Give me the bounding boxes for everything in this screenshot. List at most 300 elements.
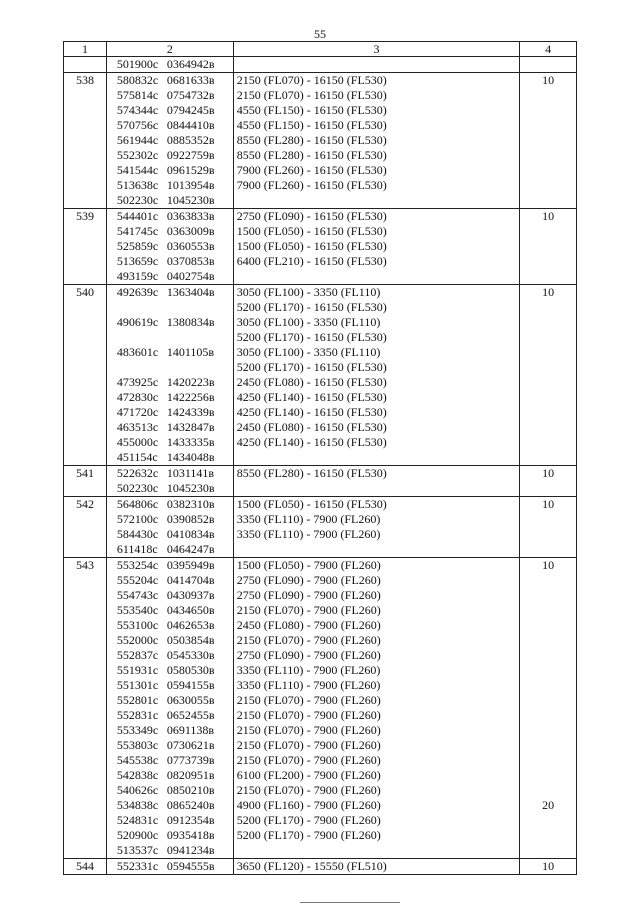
coordinate-line (117, 843, 233, 858)
count-line (520, 315, 576, 330)
coordinate-line (117, 558, 233, 573)
latitude-value: 490619с (116, 315, 159, 329)
longitude-value: 0464247в (166, 542, 215, 556)
count-cell (520, 285, 577, 466)
longitude-value: 1432847в (166, 420, 215, 434)
header-col-4: 4 (520, 42, 577, 57)
count-line (520, 118, 576, 133)
altitude-range-line: 7900 (FL260) - 16150 (FL530) (236, 178, 387, 192)
coordinate-line (117, 163, 233, 178)
altitude-range-line: 7900 (FL260) - 16150 (FL530) (236, 163, 387, 177)
coordinate-line (117, 663, 233, 678)
longitude-value: 0885352в (166, 133, 215, 147)
row-number (64, 57, 107, 73)
count-line: 10 (542, 73, 555, 87)
coordinate-line (117, 798, 233, 813)
latitude-value: 554743с (116, 588, 159, 602)
altitude-range-line: 6100 (FL200) - 7900 (FL260) (236, 768, 381, 782)
latitude-value: 552000с (116, 633, 159, 647)
longitude-value: 0434650в (166, 603, 215, 617)
altitude-range-cell (233, 558, 519, 859)
coordinate-line (117, 497, 233, 512)
count-cell (520, 859, 577, 875)
longitude-value: 1031141в (166, 466, 215, 480)
latitude-value: 574344с (116, 103, 159, 117)
count-line (520, 88, 576, 103)
count-line: 10 (542, 285, 555, 299)
count-line (520, 512, 576, 527)
coordinate-line (117, 708, 233, 723)
coordinate-line (117, 360, 233, 375)
coordinates-cell (106, 57, 233, 73)
longitude-value: 0794245в (166, 103, 215, 117)
coordinate-line (117, 315, 233, 330)
coordinate-line (117, 738, 233, 753)
longitude-value: 1045230в (166, 193, 215, 207)
row-number: 543 (64, 558, 107, 859)
longitude-value: 0961529в (166, 163, 215, 177)
altitude-range-line: 3650 (FL120) - 15550 (FL510) (236, 859, 387, 873)
latitude-value: 552831с (116, 708, 159, 722)
count-line: 10 (542, 466, 555, 480)
count-line: 20 (542, 798, 555, 812)
latitude-value: 553100с (116, 618, 159, 632)
altitude-range-line: 2150 (FL070) - 7900 (FL260) (236, 708, 381, 722)
count-line (520, 178, 576, 193)
count-line (520, 663, 576, 678)
coordinate-line (117, 859, 233, 874)
latitude-value: 551301с (116, 678, 159, 692)
latitude-value: 611418с (116, 542, 158, 556)
longitude-value: 0545330в (166, 648, 215, 662)
altitude-range-line: 2150 (FL070) - 16150 (FL530) (236, 88, 387, 102)
longitude-value: 0395949в (166, 558, 215, 572)
count-line (520, 783, 576, 798)
altitude-range-line: 4250 (FL140) - 16150 (FL530) (236, 405, 387, 419)
table-row (64, 73, 577, 209)
altitude-range-line: 5200 (FL170) - 16150 (FL530) (236, 300, 387, 314)
row-number: 539 (64, 209, 107, 285)
altitude-range-line: 3350 (FL110) - 7900 (FL260) (236, 678, 381, 692)
count-line (520, 269, 576, 284)
count-line: 10 (542, 497, 555, 511)
coordinate-line (117, 753, 233, 768)
longitude-value: 0773739в (166, 753, 215, 767)
longitude-value: 0865240в (166, 798, 215, 812)
altitude-range-cell (233, 285, 519, 466)
latitude-value: 570756с (116, 118, 159, 132)
coordinate-line (117, 118, 233, 133)
count-line (520, 828, 576, 843)
coordinates-cell (106, 285, 233, 466)
latitude-value: 552801с (116, 693, 159, 707)
longitude-value: 0503854в (166, 633, 215, 647)
count-line (520, 723, 576, 738)
altitude-range-line: 2750 (FL090) - 16150 (FL530) (236, 209, 387, 223)
altitude-range-line (237, 269, 519, 284)
page-number: 55 (314, 27, 326, 41)
altitude-range-line: 2750 (FL090) - 7900 (FL260) (236, 573, 381, 587)
count-cell (520, 466, 577, 497)
longitude-value: 0652455в (166, 708, 215, 722)
count-line (520, 360, 576, 375)
coordinate-line (117, 588, 233, 603)
altitude-range-line: 4550 (FL150) - 16150 (FL530) (236, 118, 387, 132)
latitude-value: 471720с (116, 405, 159, 419)
latitude-value: 513537с (116, 843, 159, 857)
count-line (520, 678, 576, 693)
coordinate-line (117, 300, 233, 315)
count-line (520, 753, 576, 768)
coordinate-line (117, 224, 233, 239)
altitude-range-line: 3050 (FL100) - 3350 (FL110) (236, 285, 381, 299)
longitude-value: 0462653в (166, 618, 215, 632)
table-row (64, 558, 577, 859)
latitude-value: 545538с (116, 753, 159, 767)
latitude-value: 501900с (116, 57, 159, 71)
table-header-row (64, 42, 577, 57)
latitude-value: 544401с (116, 209, 159, 223)
latitude-value: 542838с (116, 768, 159, 782)
page-footer-divider (300, 902, 400, 903)
altitude-range-line: 2450 (FL080) - 16150 (FL530) (236, 420, 387, 434)
coordinate-line (117, 330, 233, 345)
longitude-value: 0402754в (166, 269, 215, 283)
latitude-value: 492639с (116, 285, 159, 299)
count-line (520, 768, 576, 783)
coordinate-line (117, 603, 233, 618)
count-line (520, 708, 576, 723)
count-line (520, 405, 576, 420)
count-line (520, 133, 576, 148)
altitude-range-line: 3350 (FL110) - 7900 (FL260) (236, 512, 381, 526)
coordinates-cell (106, 558, 233, 859)
altitude-range-cell (233, 497, 519, 558)
altitude-range-line: 8550 (FL280) - 16150 (FL530) (236, 133, 387, 147)
coordinate-line (117, 618, 233, 633)
latitude-value: 580832с (116, 73, 159, 87)
altitude-range-line (237, 843, 519, 858)
latitude-value: 473925с (116, 375, 159, 389)
altitude-range-line (237, 57, 519, 72)
coordinate-line (117, 633, 233, 648)
count-line (520, 450, 576, 465)
coordinate-line (117, 178, 233, 193)
longitude-value: 0410834в (166, 527, 215, 541)
altitude-range-line: 2150 (FL070) - 7900 (FL260) (236, 723, 381, 737)
count-line (520, 542, 576, 557)
coordinate-line (117, 693, 233, 708)
count-line (520, 254, 576, 269)
longitude-value: 0430937в (166, 588, 215, 602)
longitude-value: 1420223в (166, 375, 215, 389)
coordinate-line (117, 828, 233, 843)
coordinate-line (117, 527, 233, 542)
header-col-3: 3 (233, 42, 519, 57)
coordinate-line (117, 133, 233, 148)
coordinates-cell (106, 859, 233, 875)
latitude-value: 502230с (116, 481, 159, 495)
altitude-range-line: 4250 (FL140) - 16150 (FL530) (236, 435, 387, 449)
latitude-value: 451154с (116, 450, 158, 464)
longitude-value: 0364942в (166, 57, 215, 71)
latitude-value: 564806с (116, 497, 159, 511)
row-number: 540 (64, 285, 107, 466)
coordinate-line (117, 345, 233, 360)
coordinate-line (117, 466, 233, 481)
latitude-value: 525859с (116, 239, 159, 253)
altitude-range-line: 1500 (FL050) - 7900 (FL260) (236, 558, 381, 572)
longitude-value: 0594155в (166, 678, 215, 692)
longitude-value: 0414704в (166, 573, 215, 587)
count-line (520, 148, 576, 163)
longitude-value: 0370853в (166, 254, 215, 268)
header-col-2: 2 (106, 42, 233, 57)
altitude-range-line (237, 481, 519, 496)
coordinate-line (117, 405, 233, 420)
count-line (520, 588, 576, 603)
altitude-range-line (237, 450, 519, 465)
altitude-range-line: 2150 (FL070) - 7900 (FL260) (236, 783, 381, 797)
longitude-value: 1013954в (166, 178, 215, 192)
table-row (64, 497, 577, 558)
count-line (520, 648, 576, 663)
coordinate-line (117, 450, 233, 465)
longitude-value: 0630055в (166, 693, 215, 707)
coordinates-cell (106, 73, 233, 209)
coordinate-line (117, 481, 233, 496)
altitude-range-line: 1500 (FL050) - 16150 (FL530) (236, 239, 387, 253)
coordinate-line (117, 103, 233, 118)
coordinate-line (117, 57, 233, 72)
coordinate-line (117, 512, 233, 527)
altitude-range-line (237, 542, 519, 557)
coordinate-line (117, 375, 233, 390)
latitude-value: 553540с (116, 603, 159, 617)
table-row (64, 466, 577, 497)
count-line (520, 390, 576, 405)
latitude-value: 455000с (116, 435, 159, 449)
altitude-range-cell (233, 859, 519, 875)
altitude-range-cell (233, 57, 519, 73)
altitude-range-line: 3050 (FL100) - 3350 (FL110) (236, 315, 381, 329)
coordinate-line (117, 678, 233, 693)
longitude-value: 1363404в (166, 285, 215, 299)
count-cell (520, 497, 577, 558)
count-cell (520, 57, 577, 73)
altitude-range-line: 1500 (FL050) - 16150 (FL530) (236, 224, 387, 238)
count-line: 10 (542, 558, 555, 572)
latitude-value: 553803с (116, 738, 159, 752)
altitude-range-cell (233, 466, 519, 497)
count-line (520, 57, 576, 72)
altitude-range-line: 1500 (FL050) - 16150 (FL530) (236, 497, 387, 511)
count-line (520, 573, 576, 588)
table-body (64, 57, 577, 875)
coordinate-line (117, 390, 233, 405)
longitude-value: 0820951в (166, 768, 215, 782)
coordinate-line (117, 813, 233, 828)
longitude-value: 0382310в (166, 497, 215, 511)
latitude-value: 561944с (116, 133, 159, 147)
altitude-range-line: 2750 (FL090) - 7900 (FL260) (236, 588, 381, 602)
latitude-value: 513659с (116, 254, 159, 268)
altitude-range-line: 3350 (FL110) - 7900 (FL260) (236, 663, 381, 677)
count-cell (520, 209, 577, 285)
latitude-value: 472830с (116, 390, 159, 404)
latitude-value: 520900с (116, 828, 159, 842)
count-line (520, 618, 576, 633)
table-row (64, 859, 577, 875)
longitude-value: 0580530в (166, 663, 215, 677)
altitude-range-line: 2150 (FL070) - 7900 (FL260) (236, 633, 381, 647)
altitude-range-line: 4900 (FL160) - 7900 (FL260) (236, 798, 381, 812)
coordinate-line (117, 723, 233, 738)
latitude-value: 483601с (116, 345, 159, 359)
latitude-value: 502230с (116, 193, 159, 207)
count-line (520, 193, 576, 208)
altitude-range-line: 2750 (FL090) - 7900 (FL260) (236, 648, 381, 662)
table-row (64, 57, 577, 73)
count-line (520, 420, 576, 435)
count-line (520, 738, 576, 753)
count-cell (520, 558, 577, 859)
latitude-value: 541745с (116, 224, 159, 238)
longitude-value: 0681633в (166, 73, 215, 87)
latitude-value: 575814с (116, 88, 159, 102)
count-line (520, 330, 576, 345)
altitude-range-line: 4550 (FL150) - 16150 (FL530) (236, 103, 387, 117)
longitude-value: 0935418в (166, 828, 215, 842)
longitude-value: 0691138в (166, 723, 215, 737)
count-line (520, 163, 576, 178)
latitude-value: 493159с (116, 269, 159, 283)
altitude-range-line: 5200 (FL170) - 16150 (FL530) (236, 360, 387, 374)
longitude-value: 0730621в (166, 738, 215, 752)
coordinate-line (117, 269, 233, 284)
latitude-value: 584430с (116, 527, 159, 541)
altitude-range-line: 6400 (FL210) - 16150 (FL530) (236, 254, 387, 268)
airspace-table (63, 41, 577, 875)
longitude-value: 1401105в (166, 345, 215, 359)
coordinate-line (117, 148, 233, 163)
longitude-value: 0360553в (166, 239, 215, 253)
count-line (520, 103, 576, 118)
latitude-value: 552331с (116, 859, 159, 873)
latitude-value: 540626с (116, 783, 159, 797)
latitude-value: 534838с (116, 798, 159, 812)
altitude-range-line: 4250 (FL140) - 16150 (FL530) (236, 390, 387, 404)
coordinate-line (117, 73, 233, 88)
altitude-range-line: 3350 (FL110) - 7900 (FL260) (236, 527, 381, 541)
coordinate-line (117, 573, 233, 588)
altitude-range-line: 2150 (FL070) - 16150 (FL530) (236, 73, 387, 87)
row-number: 538 (64, 73, 107, 209)
latitude-value: 551931с (116, 663, 159, 677)
count-line (520, 633, 576, 648)
latitude-value: 572100с (116, 512, 159, 526)
latitude-value: 522632с (116, 466, 159, 480)
latitude-value: 541544с (116, 163, 159, 177)
count-line (520, 375, 576, 390)
count-line (520, 603, 576, 618)
count-line (520, 345, 576, 360)
count-line (520, 527, 576, 542)
coordinate-line (117, 209, 233, 224)
altitude-range-line: 2450 (FL080) - 16150 (FL530) (236, 375, 387, 389)
longitude-value: 1434048в (166, 450, 215, 464)
longitude-value: 0922759в (166, 148, 215, 162)
coordinates-cell (106, 497, 233, 558)
coordinate-line (117, 648, 233, 663)
latitude-value: 524831с (116, 813, 159, 827)
altitude-range-line (237, 193, 519, 208)
count-line (520, 481, 576, 496)
altitude-range-line: 2150 (FL070) - 7900 (FL260) (236, 603, 381, 617)
longitude-value: 0754732в (166, 88, 215, 102)
coordinate-line (117, 420, 233, 435)
coordinate-line (117, 254, 233, 269)
altitude-range-line: 8550 (FL280) - 16150 (FL530) (236, 148, 387, 162)
altitude-range-line: 8550 (FL280) - 16150 (FL530) (236, 466, 387, 480)
longitude-value: 1422256в (166, 390, 215, 404)
altitude-range-line: 5200 (FL170) - 16150 (FL530) (236, 330, 387, 344)
altitude-range-line: 2150 (FL070) - 7900 (FL260) (236, 693, 381, 707)
latitude-value: 513638с (116, 178, 159, 192)
coordinate-line (117, 88, 233, 103)
altitude-range-line: 2450 (FL080) - 7900 (FL260) (236, 618, 381, 632)
longitude-value: 0363833в (166, 209, 215, 223)
count-line (520, 693, 576, 708)
altitude-range-line: 5200 (FL170) - 7900 (FL260) (236, 813, 381, 827)
longitude-value: 0941234в (166, 843, 215, 857)
longitude-value: 1424339в (166, 405, 215, 419)
altitude-range-line: 2150 (FL070) - 7900 (FL260) (236, 738, 381, 752)
header-col-1: 1 (64, 42, 107, 57)
altitude-range-line: 5200 (FL170) - 7900 (FL260) (236, 828, 381, 842)
table-row (64, 285, 577, 466)
count-line (520, 843, 576, 858)
longitude-value: 0844410в (166, 118, 215, 132)
coordinate-line (117, 542, 233, 557)
longitude-value: 0912354в (166, 813, 215, 827)
longitude-value: 0594555в (166, 859, 215, 873)
count-line: 10 (542, 859, 555, 873)
longitude-value: 1433335в (166, 435, 215, 449)
altitude-range-cell (233, 73, 519, 209)
coordinate-line (117, 193, 233, 208)
count-line (520, 239, 576, 254)
row-number: 541 (64, 466, 107, 497)
count-line (520, 435, 576, 450)
latitude-value: 463513с (116, 420, 159, 434)
latitude-value: 553349с (116, 723, 159, 737)
row-number: 544 (64, 859, 107, 875)
coordinate-line (117, 285, 233, 300)
longitude-value: 1380834в (166, 315, 215, 329)
coordinate-line (117, 783, 233, 798)
row-number: 542 (64, 497, 107, 558)
count-line (520, 224, 576, 239)
table-row (64, 209, 577, 285)
latitude-value: 553254с (116, 558, 159, 572)
altitude-range-cell (233, 209, 519, 285)
count-line (520, 300, 576, 315)
altitude-range-line: 3050 (FL100) - 3350 (FL110) (236, 345, 381, 359)
coordinates-cell (106, 209, 233, 285)
longitude-value: 1045230в (166, 481, 215, 495)
altitude-range-line: 2150 (FL070) - 7900 (FL260) (236, 753, 381, 767)
